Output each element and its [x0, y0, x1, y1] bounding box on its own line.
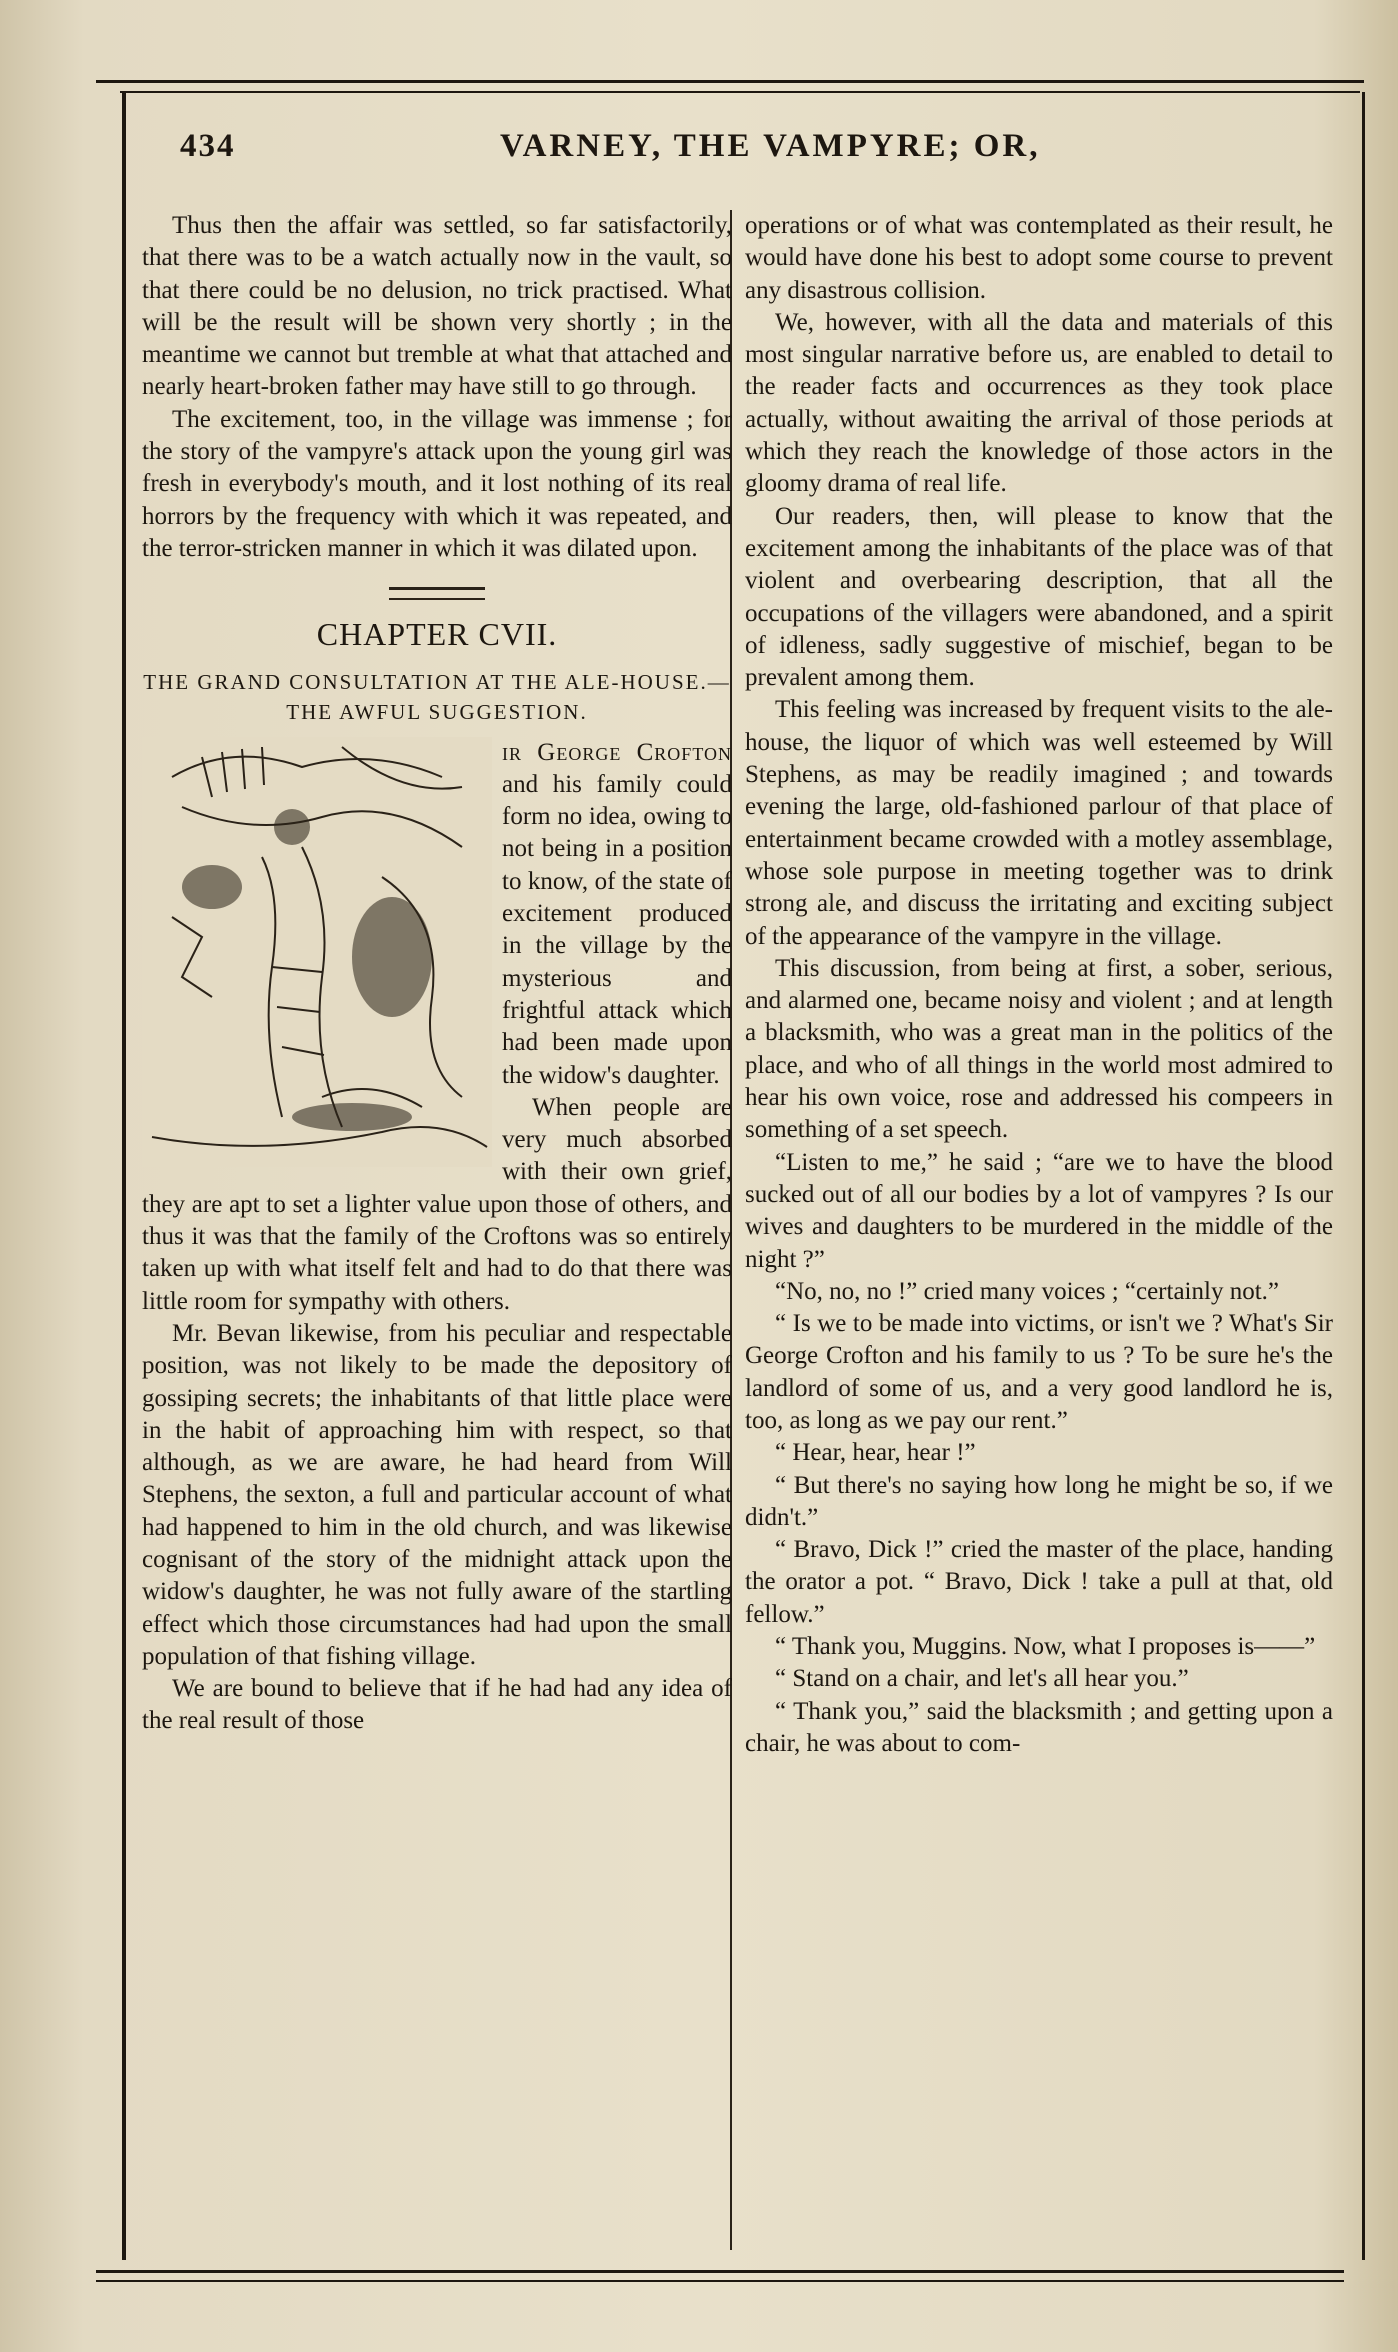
- chapter-title: CHAPTER CVII.: [316, 616, 558, 653]
- paragraph: “No, no, no !” cried many voices ; “certainly not.”: [775, 1277, 1279, 1305]
- paragraph: The excitement, too, in the village was immense ; for the story of the vampyre's attack upon the young girl was fresh in everybody's mouth, and it lost nothing of its real horrors by the frequency with which it was repeated, and the terror-stricken manner in which it was dilated upon.: [142, 405, 732, 562]
- paragraph: Thus then the affair was settled, so far satisfactorily, that there was to be a watch actually now in the vault, so that there could be no delusion, no trick practised. What will be the result will be shown very shortly ; in the meantime we cannot but tremble at what that attached and nearly heart-broken father may have still to go through.: [142, 212, 732, 401]
- paragraph: “ Stand on a chair, and let's all hear you.”: [775, 1665, 1189, 1693]
- paragraph: This feeling was increased by frequent visits to the ale-house, the liquor of which was well esteemed by Will Stephens, as may be readily imagined ; and towards evening the large, old-fashioned parlour of that place of entertainment became crowded with a motley assemblage, whose sole purpose in meeting together was to drink strong ale, and discuss the irritating and exciting subject of the appearance of the vampyre in the village.: [745, 696, 1333, 950]
- woodcut-illustration: [142, 737, 492, 1167]
- bottom-rule-inner: [96, 2280, 1344, 2282]
- section-ornament: [389, 587, 485, 600]
- paragraph: Mr. Bevan likewise, from his peculiar and respectable position, was not likely to be made the depository of gossiping secrets; the inhabitants of that little place were in the habit of approaching him with respect, so that although, as we are aware, he had heard from Will Stephens, the sexton, a full and particular account of what had happened to him in the old church, and was likewise cognisant of the story of the midnight attack upon the widow's daughter, he was not fully aware of the startling effect which those circumstances had had upon the small population of that fishing village.: [142, 1319, 732, 1670]
- paragraph: We are bound to believe that if he had had any idea of the real result of those: [142, 1675, 732, 1735]
- opening-smallcaps: ir George Crofton: [502, 738, 732, 766]
- paragraph: We, however, with all the data and materials of this most singular narrative before us, are enabled to detail to the reader facts and occurrences as they took place actually, without awaiting the arrival of those periods at which they reach the knowledge of those actors in the gloomy drama of real life.: [745, 308, 1333, 498]
- paragraph: “ But there's no saying how long he might be so, if we didn't.”: [745, 1471, 1333, 1531]
- paragraph: “ Thank you, Muggins. Now, what I proposes is——”: [775, 1633, 1316, 1661]
- right-column: [745, 210, 1333, 1760]
- page-header: [180, 128, 1340, 172]
- paragraph: “ Thank you,” said the blacksmith ; and getting upon a chair, he was about to com-: [745, 1697, 1333, 1757]
- paragraph: “ Hear, hear, hear !”: [775, 1439, 976, 1467]
- paragraph: Our readers, then, will please to know that the excitement among the inhabitants of the place was of that violent and overbearing description, that all the occupations of the villagers were abandoned, and a spirit of idleness, sadly suggestive of mischief, began to be prevalent among them.: [745, 502, 1333, 692]
- paragraph: operations or of what was contemplated as their result, he would have done his best to adopt some course to prevent any disastrous collision.: [745, 212, 1333, 304]
- bottom-rule: [96, 2270, 1344, 2273]
- page-number: 434: [180, 128, 236, 164]
- left-column: [142, 210, 732, 1738]
- running-title: VARNEY, THE VAMPYRE; OR,: [500, 128, 1041, 164]
- paragraph: This discussion, from being at first, a sober, serious, and alarmed one, became noisy and violent ; and at length a blacksmith, who was a great man in the politics of the place, and who of all things in the world most admired to hear his own voice, rose and addressed his compeers in something of a set speech.: [745, 954, 1333, 1144]
- chapter-subtitle: THE GRAND CONSULTATION AT THE ALE-HOUSE.—THE AWFUL SUGGESTION.: [143, 669, 731, 724]
- woodcut-illustration-image: [142, 737, 492, 1167]
- paragraph: “Listen to me,” he said ; “are we to have the blood sucked out of all our bodies by a lot of vampyres ? Is our wives and daughters to be murdered in the middle of the night ?”: [745, 1148, 1333, 1273]
- paragraph: “ Is we to be made into victims, or isn't we ? What's Sir George Crofton and his family to us ? To be sure he's the landlord of some of us, and a very good landlord he is, too, as long as we pay our rent.”: [745, 1310, 1333, 1434]
- paragraph: “ Bravo, Dick !” cried the master of the place, handing the orator a pot. “ Bravo, Dick ! take a pull at that, old fellow.”: [745, 1536, 1333, 1628]
- opening-text: and his family could form no idea, owing to not being in a position to know, of the state of excitement produced in the village by the mysterious and frightful attack which had been made upon the widow's daughter.: [502, 770, 732, 1089]
- paragraph: When people are very much absorbed with their own grief, they are apt to set a lighter value upon those of others, and thus it was that the family of the Croftons was so entirely taken up with what itself felt and had to do that there was little room for sympathy with others.: [142, 1093, 732, 1315]
- top-rule: [96, 80, 1364, 83]
